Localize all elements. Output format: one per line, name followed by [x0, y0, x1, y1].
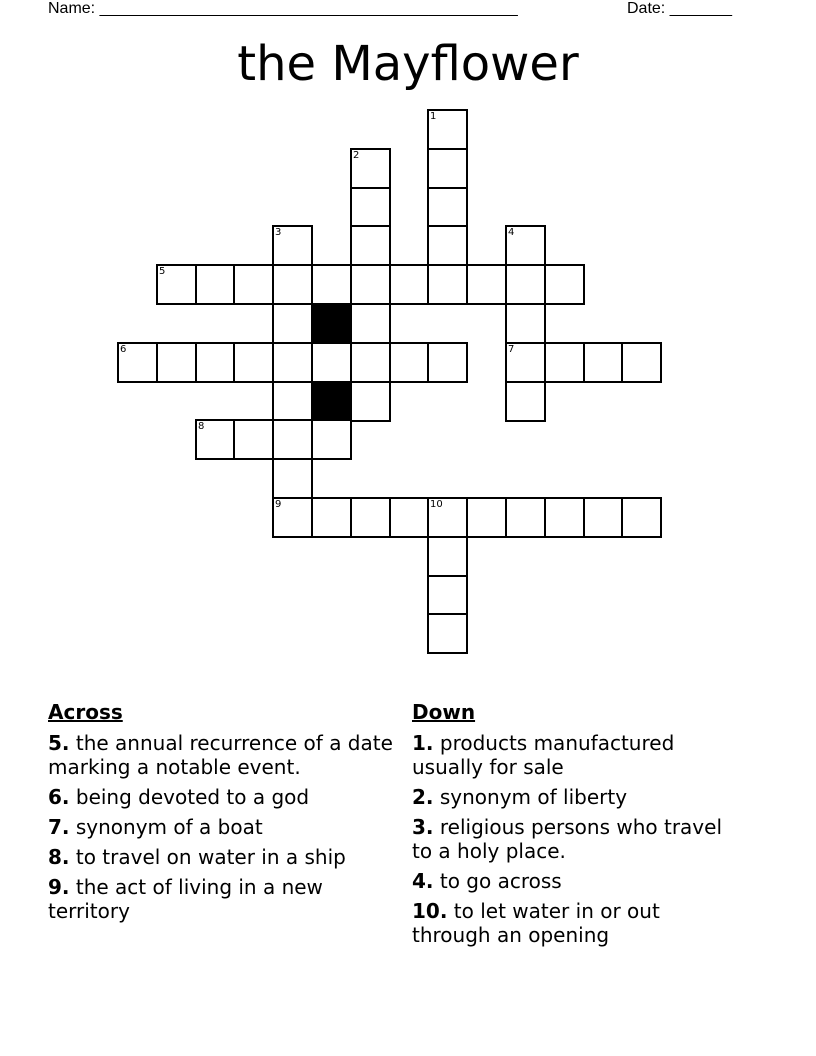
answer-cell[interactable] [505, 342, 546, 383]
answer-cell[interactable] [544, 264, 585, 305]
answer-cell[interactable] [350, 303, 391, 344]
clue-number: 8 [198, 421, 205, 432]
answer-cell[interactable] [195, 264, 236, 305]
answer-cell[interactable] [621, 497, 662, 538]
answer-cell[interactable] [427, 187, 468, 228]
clue-down-2: 2. synonym of liberty [412, 785, 628, 809]
clue-number: 9 [275, 499, 282, 510]
clue-number: 7 [508, 344, 515, 355]
answer-cell[interactable] [272, 458, 313, 499]
answer-cell[interactable] [311, 497, 352, 538]
answer-cell[interactable] [505, 303, 546, 344]
answer-cell[interactable] [427, 109, 468, 150]
clue-number: 6 [120, 344, 127, 355]
across-clues [48, 700, 398, 929]
answer-cell[interactable] [311, 419, 352, 460]
answer-cell[interactable] [505, 264, 546, 305]
answer-cell[interactable] [427, 264, 468, 305]
clue-across-8: 8. to travel on water in a ship [48, 845, 346, 869]
answer-cell[interactable] [350, 225, 391, 266]
answer-cell[interactable] [311, 342, 352, 383]
answer-cell[interactable] [272, 225, 313, 266]
answer-cell[interactable] [311, 264, 352, 305]
answer-cell[interactable] [505, 497, 546, 538]
blocked-cell [311, 303, 352, 344]
answer-cell[interactable] [621, 342, 662, 383]
answer-cell[interactable] [350, 148, 391, 189]
clue-number: 1 [430, 111, 437, 122]
answer-cell[interactable] [427, 497, 468, 538]
answer-cell[interactable] [272, 419, 313, 460]
answer-cell[interactable] [350, 187, 391, 228]
answer-cell[interactable] [233, 264, 274, 305]
answer-cell[interactable] [544, 342, 585, 383]
answer-cell[interactable] [350, 497, 391, 538]
clue-across-7: 7. synonym of a boat [48, 815, 263, 839]
name-field-label: Name: _______________________________________________ [48, 0, 518, 17]
clue-across-9: 9. the act of living in a new territory [48, 875, 323, 923]
answer-cell[interactable] [350, 264, 391, 305]
answer-cell[interactable] [427, 613, 468, 654]
answer-cell[interactable] [350, 342, 391, 383]
clue-number: 4 [508, 227, 515, 238]
answer-cell[interactable] [156, 342, 197, 383]
puzzle-title: the Mayflower [237, 36, 579, 92]
answer-cell[interactable] [427, 148, 468, 189]
answer-cell[interactable] [505, 225, 546, 266]
clue-across-5: 5. the annual recurrence of a date marking a notable event. [48, 731, 393, 779]
answer-cell[interactable] [233, 342, 274, 383]
answer-cell[interactable] [466, 264, 507, 305]
answer-cell[interactable] [389, 264, 430, 305]
answer-cell[interactable] [427, 342, 468, 383]
clue-number: 10 [430, 499, 443, 510]
clue-down-3: 3. religious persons who travel to a holy place. [412, 815, 722, 863]
answer-cell[interactable] [427, 225, 468, 266]
answer-cell[interactable] [272, 303, 313, 344]
answer-cell[interactable] [389, 342, 430, 383]
answer-cell[interactable] [272, 342, 313, 383]
answer-cell[interactable] [272, 381, 313, 422]
down-heading: Down [412, 700, 476, 724]
answer-cell[interactable] [233, 419, 274, 460]
answer-cell[interactable] [427, 575, 468, 616]
answer-cell[interactable] [195, 419, 236, 460]
answer-cell[interactable] [466, 497, 507, 538]
clue-number: 2 [353, 150, 360, 161]
answer-cell[interactable] [195, 342, 236, 383]
clue-across-6: 6. being devoted to a god [48, 785, 310, 809]
across-heading: Across [48, 700, 123, 724]
answer-cell[interactable] [350, 381, 391, 422]
answer-cell[interactable] [117, 342, 158, 383]
clue-down-1: 1. products manufactured usually for sale [412, 731, 675, 779]
down-clues [412, 700, 732, 953]
answer-cell[interactable] [389, 497, 430, 538]
answer-cell[interactable] [505, 381, 546, 422]
clue-number: 5 [159, 266, 166, 277]
answer-cell[interactable] [272, 497, 313, 538]
clue-number: 3 [275, 227, 282, 238]
answer-cell[interactable] [156, 264, 197, 305]
clue-down-10: 10. to let water in or out through an opening [412, 899, 660, 947]
answer-cell[interactable] [583, 497, 624, 538]
date-field-label: Date: _______ [627, 0, 732, 17]
answer-cell[interactable] [544, 497, 585, 538]
clue-down-4: 4. to go across [412, 869, 562, 893]
blocked-cell [311, 381, 352, 422]
answer-cell[interactable] [427, 536, 468, 577]
answer-cell[interactable] [583, 342, 624, 383]
answer-cell[interactable] [272, 264, 313, 305]
